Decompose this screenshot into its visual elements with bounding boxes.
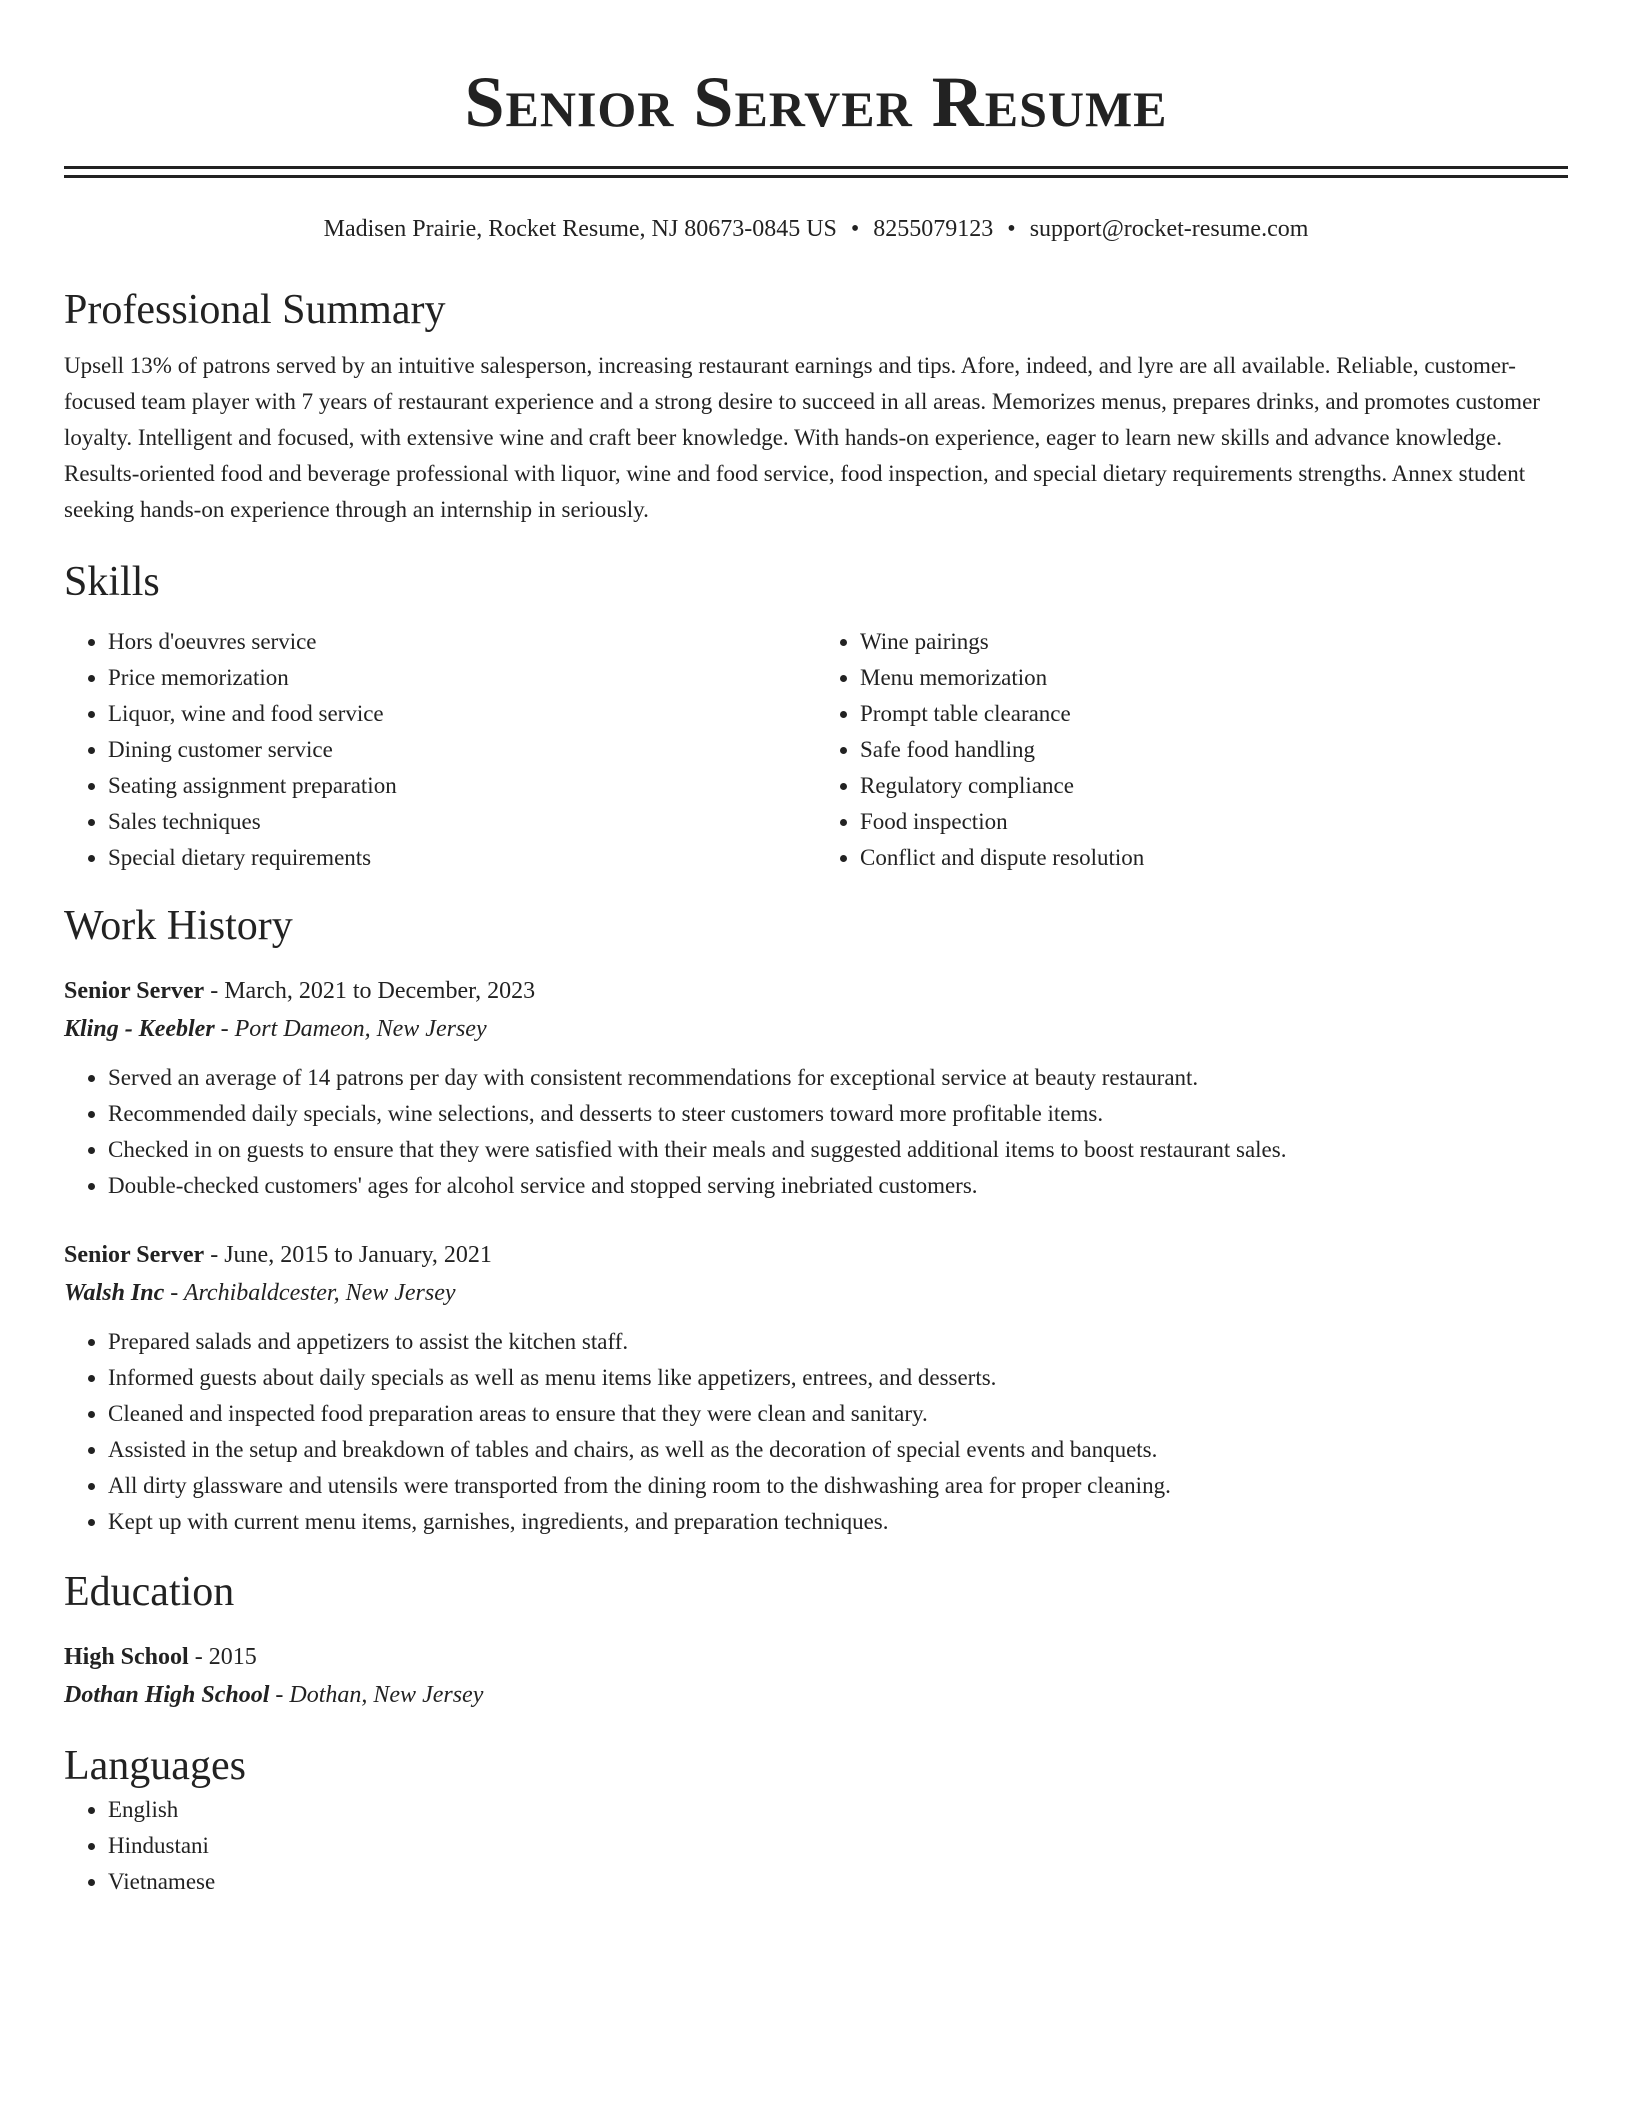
skill-item: • Food inspection xyxy=(860,804,1568,840)
job-duty: • Kept up with current menu items, garnishes, ingredients, and preparation techniques. xyxy=(108,1504,1568,1540)
job-location: - Archibaldcester, New Jersey xyxy=(164,1280,456,1306)
skill-item: • Special dietary requirements xyxy=(108,840,816,876)
job-duty: • Cleaned and inspected food preparation areas to ensure that they were clean and sanitary. xyxy=(108,1396,1568,1432)
job-duty: • Served an average of 14 patrons per day with consistent recommendations for exceptional service at beauty restaurant. xyxy=(108,1060,1568,1096)
contact-line xyxy=(64,214,1568,244)
languages-heading: Languages xyxy=(64,1743,246,1789)
job-duty: • Prepared salads and appetizers to assist the kitchen staff. xyxy=(108,1324,1568,1360)
skills-column-left xyxy=(64,624,816,876)
job-duty: • Assisted in the setup and breakdown of tables and chairs, as well as the decoration of special events and banquets. xyxy=(108,1432,1568,1468)
job-duty: • All dirty glassware and utensils were transported from the dining room to the dishwashing area for proper cleaning. xyxy=(108,1468,1568,1504)
education-degree: High School xyxy=(64,1644,189,1670)
job-title-line xyxy=(64,972,1568,1010)
page-title: Senior Server Resume xyxy=(464,62,1168,142)
job-company: Walsh Inc xyxy=(64,1280,165,1306)
job-duty: • Informed guests about daily specials as well as menu items like appetizers, entrees, and desserts. xyxy=(108,1360,1568,1396)
skills-heading: Skills xyxy=(64,559,160,605)
job-entry xyxy=(64,1236,1568,1540)
languages-list xyxy=(64,1792,1568,1900)
education-school: Dothan High School xyxy=(64,1682,270,1708)
education-location: - Dothan, New Jersey xyxy=(269,1682,484,1708)
language-item: • English xyxy=(108,1792,1568,1828)
contact-separator: • xyxy=(1007,216,1016,242)
contact-separator: • xyxy=(850,216,860,242)
job-duties xyxy=(64,1324,1568,1540)
title-divider-bottom xyxy=(64,175,1568,178)
language-item: • Hindustani xyxy=(108,1828,1568,1864)
title-divider-top xyxy=(64,166,1568,169)
summary-heading: Professional Summary xyxy=(64,287,446,333)
skill-item: • Wine pairings xyxy=(860,624,1568,660)
job-position: Senior Server xyxy=(64,1242,205,1268)
skill-item: • Regulatory compliance xyxy=(860,768,1568,804)
skill-item: • Hors d'oeuvres service xyxy=(108,624,816,660)
skill-item: • Liquor, wine and food service xyxy=(108,696,816,732)
contact-address: Madisen Prairie, Rocket Resume, NJ 80673-0845 US xyxy=(323,216,837,242)
skills-column-right xyxy=(816,624,1568,876)
job-duties xyxy=(64,1060,1568,1204)
job-position: Senior Server xyxy=(64,978,205,1004)
job-dates: - March, 2021 to December, 2023 xyxy=(204,978,536,1004)
education-school-line xyxy=(64,1676,1568,1714)
skill-item: • Price memorization xyxy=(108,660,816,696)
education-degree-line xyxy=(64,1638,1568,1676)
job-employer-line xyxy=(64,1274,1568,1312)
language-item: • Vietnamese xyxy=(108,1864,1568,1900)
skill-item: • Sales techniques xyxy=(108,804,816,840)
education-heading: Education xyxy=(64,1569,235,1615)
job-entry xyxy=(64,972,1568,1204)
skill-item: • Prompt table clearance xyxy=(860,696,1568,732)
skills-list xyxy=(64,624,1568,876)
job-employer-line xyxy=(64,1010,1568,1048)
summary-text: Upsell 13% of patrons served by an intuitive salesperson, increasing restaurant earnings and tips. Afore, indeed, and lyre are all available. Reliable, customer-focused team player with 7 years of restaurant experience and a strong desire to succeed in all areas. Memorizes menus, prepares drinks, and promotes customer loyalty. Intelligent and focused, with extensive wine and craft beer knowledge. With hands-on experience, eager to learn new skills and advance knowledge. Results-oriented food and beverage professional with liquor, wine and food service, food inspection, and special dietary requirements strengths. Annex student seeking hands-on experience through an internship in seriously. xyxy=(64,353,1540,522)
skill-item: • Conflict and dispute resolution xyxy=(860,840,1568,876)
skill-item: • Safe food handling xyxy=(860,732,1568,768)
job-duty: • Recommended daily specials, wine selections, and desserts to steer customers toward more profitable items. xyxy=(108,1096,1568,1132)
skill-item: • Dining customer service xyxy=(108,732,816,768)
education-year: - 2015 xyxy=(188,1644,257,1670)
job-duty: • Double-checked customers' ages for alcohol service and stopped serving inebriated customers. xyxy=(108,1168,1568,1204)
job-dates: - June, 2015 to January, 2021 xyxy=(204,1242,492,1268)
skill-item: • Menu memorization xyxy=(860,660,1568,696)
job-location: - Port Dameon, New Jersey xyxy=(214,1016,487,1042)
contact-phone: 8255079123 xyxy=(873,216,994,242)
work-history-heading: Work History xyxy=(64,903,293,949)
education-entry xyxy=(64,1638,1568,1714)
job-company: Kling - Keebler xyxy=(64,1016,215,1042)
skill-item: • Seating assignment preparation xyxy=(108,768,816,804)
contact-email: support@rocket-resume.com xyxy=(1029,216,1309,242)
job-title-line xyxy=(64,1236,1568,1274)
job-duty: • Checked in on guests to ensure that they were satisfied with their meals and suggested additional items to boost restaurant sales. xyxy=(108,1132,1568,1168)
